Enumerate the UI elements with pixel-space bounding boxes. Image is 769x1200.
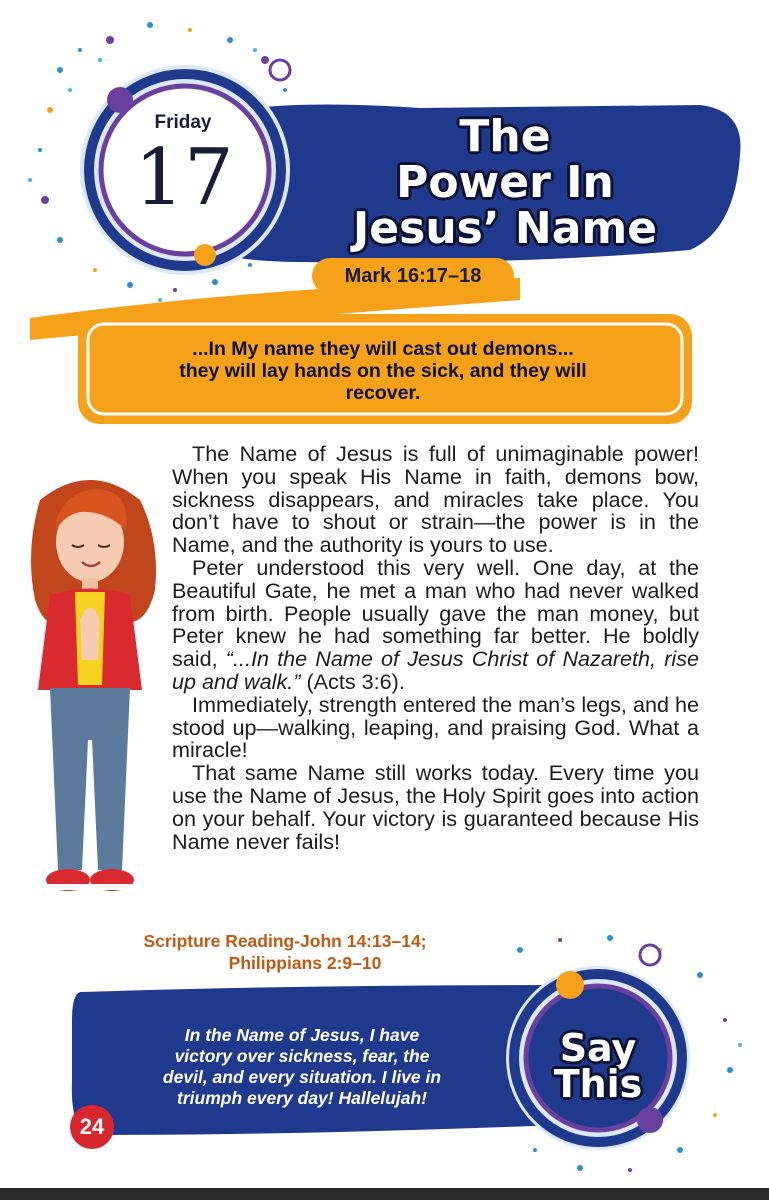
confession-line: triumph every day! Hallelujah!: [177, 1088, 427, 1108]
scripture-reading: [100, 930, 470, 974]
scripture-reference: Mark 16:17–18: [344, 265, 482, 287]
body-paragraph-2: [172, 554, 700, 694]
scripture-reading-line-2: Philippians 2:9–10: [228, 953, 382, 973]
bible-quote-reference: (Acts 3:6).: [306, 668, 405, 694]
devotional-body: [172, 443, 699, 853]
confession-text: [122, 1025, 482, 1109]
body-paragraph-2-text: Peter understood this very well. One day, at the Beautiful Gate, he met a man who had never walked from birth. People usually gave the man money, but Peter knew he had something far better. He boldly said,: [172, 554, 699, 672]
confession-line: devil, and every situation. I live in: [162, 1067, 442, 1087]
body-paragraph-1: The Name of Jesus is full of unimaginable power! When you speak His Name in faith, demons bow, sickness disappears, and miracles take place. You don’t have to shout or strain—the power is in the Name, and the authority is yours to use.: [172, 441, 699, 558]
title-line-1: The: [459, 111, 551, 162]
bible-quote: “...In the Name of Jesus Christ of Nazareth, rise up and walk.”: [172, 646, 700, 694]
confession-line: victory over sickness, fear, the: [174, 1046, 430, 1066]
verse-line: recover.: [345, 382, 421, 404]
title-line-2: Power In: [396, 157, 614, 208]
girl-praying-illustration: [10, 460, 170, 915]
page-number: 24: [70, 1105, 114, 1149]
scripture-reading-line-1: Scripture Reading-John 14:13–14;: [143, 931, 427, 951]
verse-line: ...In My name they will cast out demons...: [192, 338, 574, 360]
body-paragraph-3: Immediately, strength entered the man’s legs, and he stood up—walking, leaping, and praising God. What a miracle!: [172, 691, 699, 763]
say-this-line-1: Say: [559, 1026, 637, 1070]
memory-verse: [98, 338, 668, 404]
verse-line: they will lay hands on the sick, and they will: [179, 360, 587, 382]
body-paragraph-4: That same Name still works today. Every time you use the Name of Jesus, the Holy Spirit goes into action on your behalf. Your victory is guaranteed because His Name never fails!: [172, 760, 699, 854]
confession-line: In the Name of Jesus, I have: [184, 1025, 420, 1045]
day-name: Friday: [154, 112, 212, 133]
title-line-3: Jesus’ Name: [352, 203, 658, 254]
day-number: 17: [134, 133, 234, 223]
say-this-line-2: This: [553, 1062, 643, 1106]
say-this-label: [538, 1026, 658, 1106]
bottom-bar: [0, 1188, 769, 1200]
